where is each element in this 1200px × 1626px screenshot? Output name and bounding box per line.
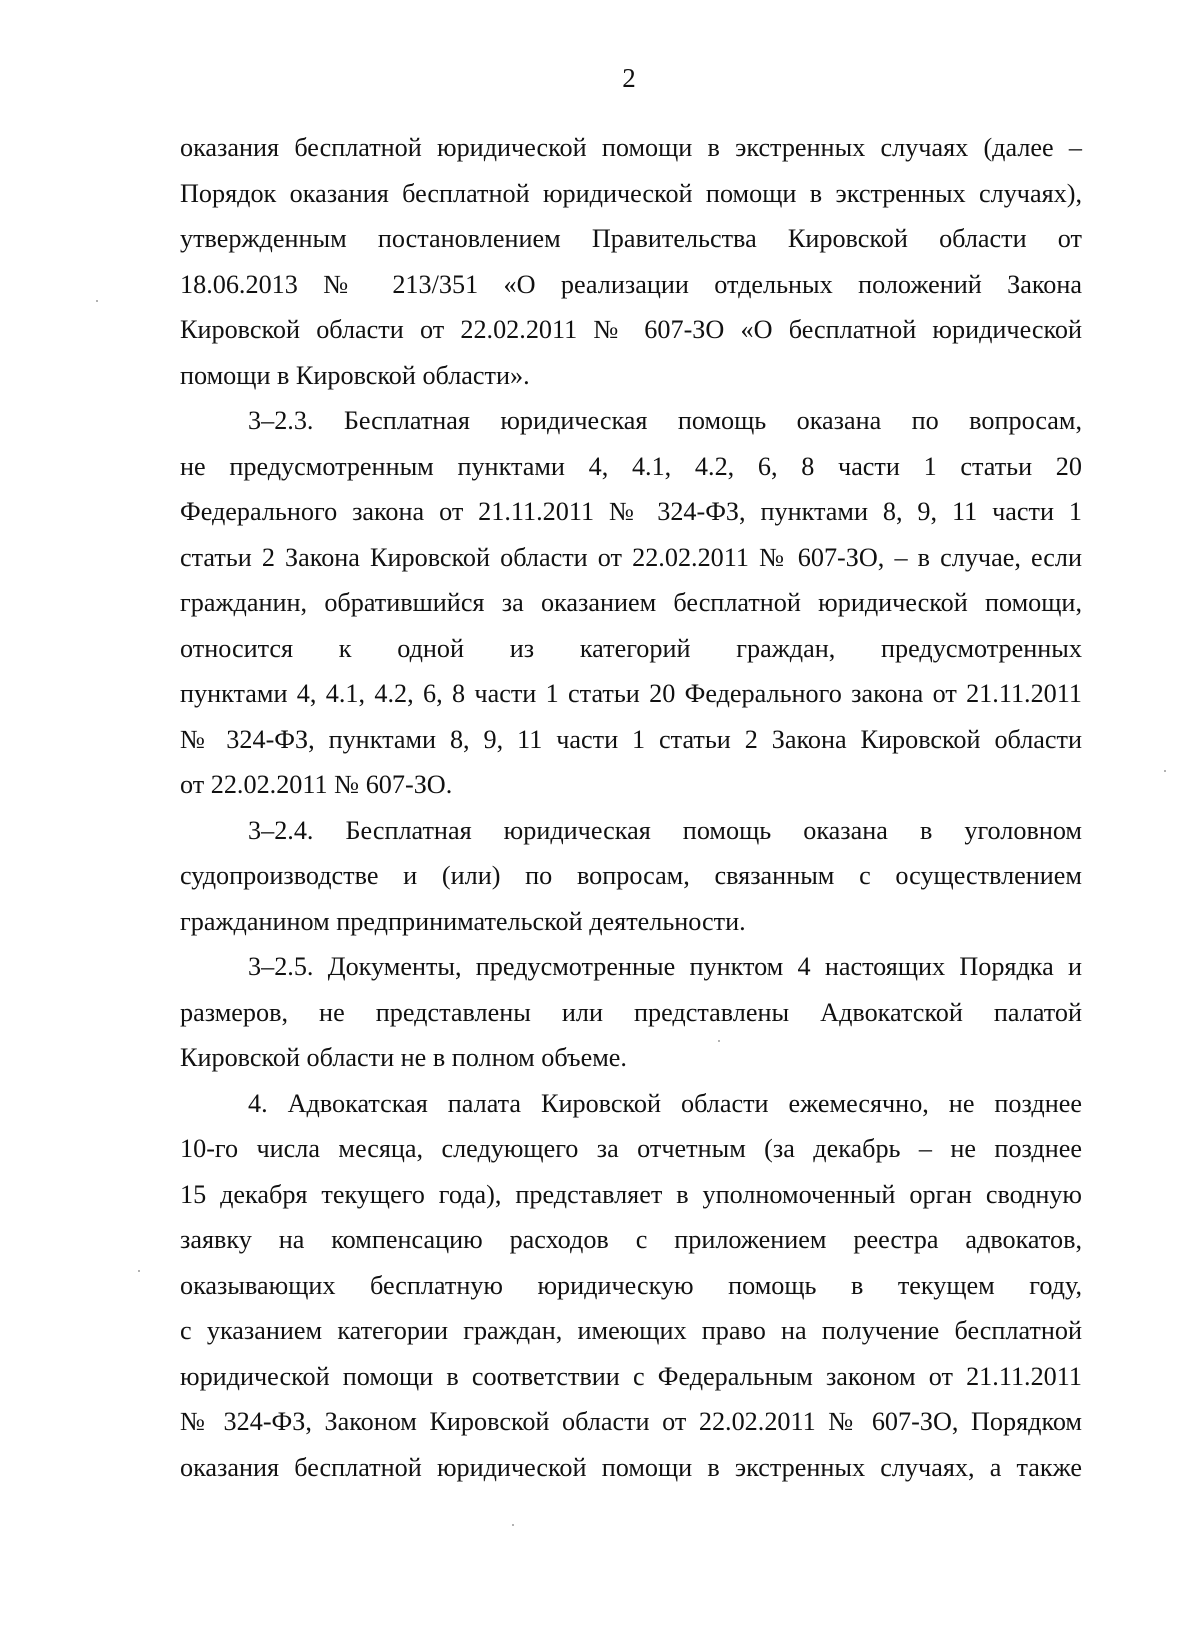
scan-speck <box>1164 770 1166 772</box>
text-line: с указанием категории граждан, имеющих право на получение бесплатной <box>180 1316 1082 1345</box>
text-line: утвержденным постановлением Правительства Кировской области от <box>180 224 1082 253</box>
text-line: оказания бесплатной юридической помощи в экстренных случаях (далее – <box>180 133 1082 162</box>
text-line: Порядок оказания бесплатной юридической помощи в экстренных случаях), <box>180 178 1082 208</box>
scan-speck <box>718 1040 720 1042</box>
text-line: пунктами 4, 4.1, 4.2, 6, 8 части 1 статьи 20 Федерального закона от 21.11.2011 <box>180 679 1082 708</box>
text-line: оказывающих бесплатную юридическую помощь в текущем году, <box>180 1270 1082 1300</box>
text-line: № 324-ФЗ, пунктами 8, 9, 11 части 1 статьи 2 Закона Кировской области <box>180 724 1082 754</box>
text-line: 18.06.2013 № 213/351 «О реализации отдельных положений Закона <box>180 269 1082 299</box>
text-line: юридической помощи в соответствии с Федеральным законом от 21.11.2011 <box>180 1361 1082 1391</box>
text-line: не предусмотренным пунктами 4, 4.1, 4.2, 6, 8 части 1 статьи 20 <box>180 451 1082 481</box>
text-line: Кировской области не в полном объеме. <box>180 1043 627 1072</box>
text-line: 3–2.3. Бесплатная юридическая помощь оказана по вопросам, <box>248 406 1082 435</box>
text-line: Кировской области от 22.02.2011 № 607-ЗО «О бесплатной юридической <box>180 315 1082 344</box>
text-line: помощи в Кировской области». <box>180 360 530 390</box>
text-line: № 324-ФЗ, Законом Кировской области от 22.02.2011 № 607-ЗО, Порядком <box>180 1407 1082 1436</box>
text-line: Федерального закона от 21.11.2011 № 324-ФЗ, пунктами 8, 9, 11 части 1 <box>180 497 1082 526</box>
text-line: статьи 2 Закона Кировской области от 22.02.2011 № 607-ЗО, – в случае, если <box>180 542 1082 572</box>
text-line: 3–2.4. Бесплатная юридическая помощь оказана в уголовном <box>248 815 1082 845</box>
scan-speck <box>96 300 98 302</box>
text-line: 10-го числа месяца, следующего за отчетным (за декабрь – не позднее <box>180 1134 1082 1163</box>
document-body <box>180 125 1082 1490</box>
text-line: судопроизводстве и (или) по вопросам, связанным с осуществлением <box>180 861 1082 890</box>
page-number: 2 <box>622 63 636 93</box>
scan-speck <box>512 1524 514 1526</box>
scan-speck <box>138 1270 140 1272</box>
text-line: 15 декабря текущего года), представляет в уполномоченный орган сводную <box>180 1179 1082 1209</box>
text-line: заявку на компенсацию расходов с приложением реестра адвокатов, <box>180 1225 1082 1254</box>
text-line: гражданин, обратившийся за оказанием бесплатной юридической помощи, <box>180 588 1082 617</box>
text-line: оказания бесплатной юридической помощи в экстренных случаях, а также <box>180 1452 1082 1482</box>
text-line: гражданином предпринимательской деятельности. <box>180 906 746 936</box>
text-line: относится к одной из категорий граждан, предусмотренных <box>180 633 1082 663</box>
text-line: от 22.02.2011 № 607-ЗО. <box>180 770 453 799</box>
text-line: 4. Адвокатская палата Кировской области ежемесячно, не позднее <box>248 1088 1082 1118</box>
text-line: размеров, не представлены или представлены Адвокатской палатой <box>180 997 1082 1027</box>
text-line: 3–2.5. Документы, предусмотренные пунктом 4 настоящих Порядка и <box>248 952 1082 981</box>
